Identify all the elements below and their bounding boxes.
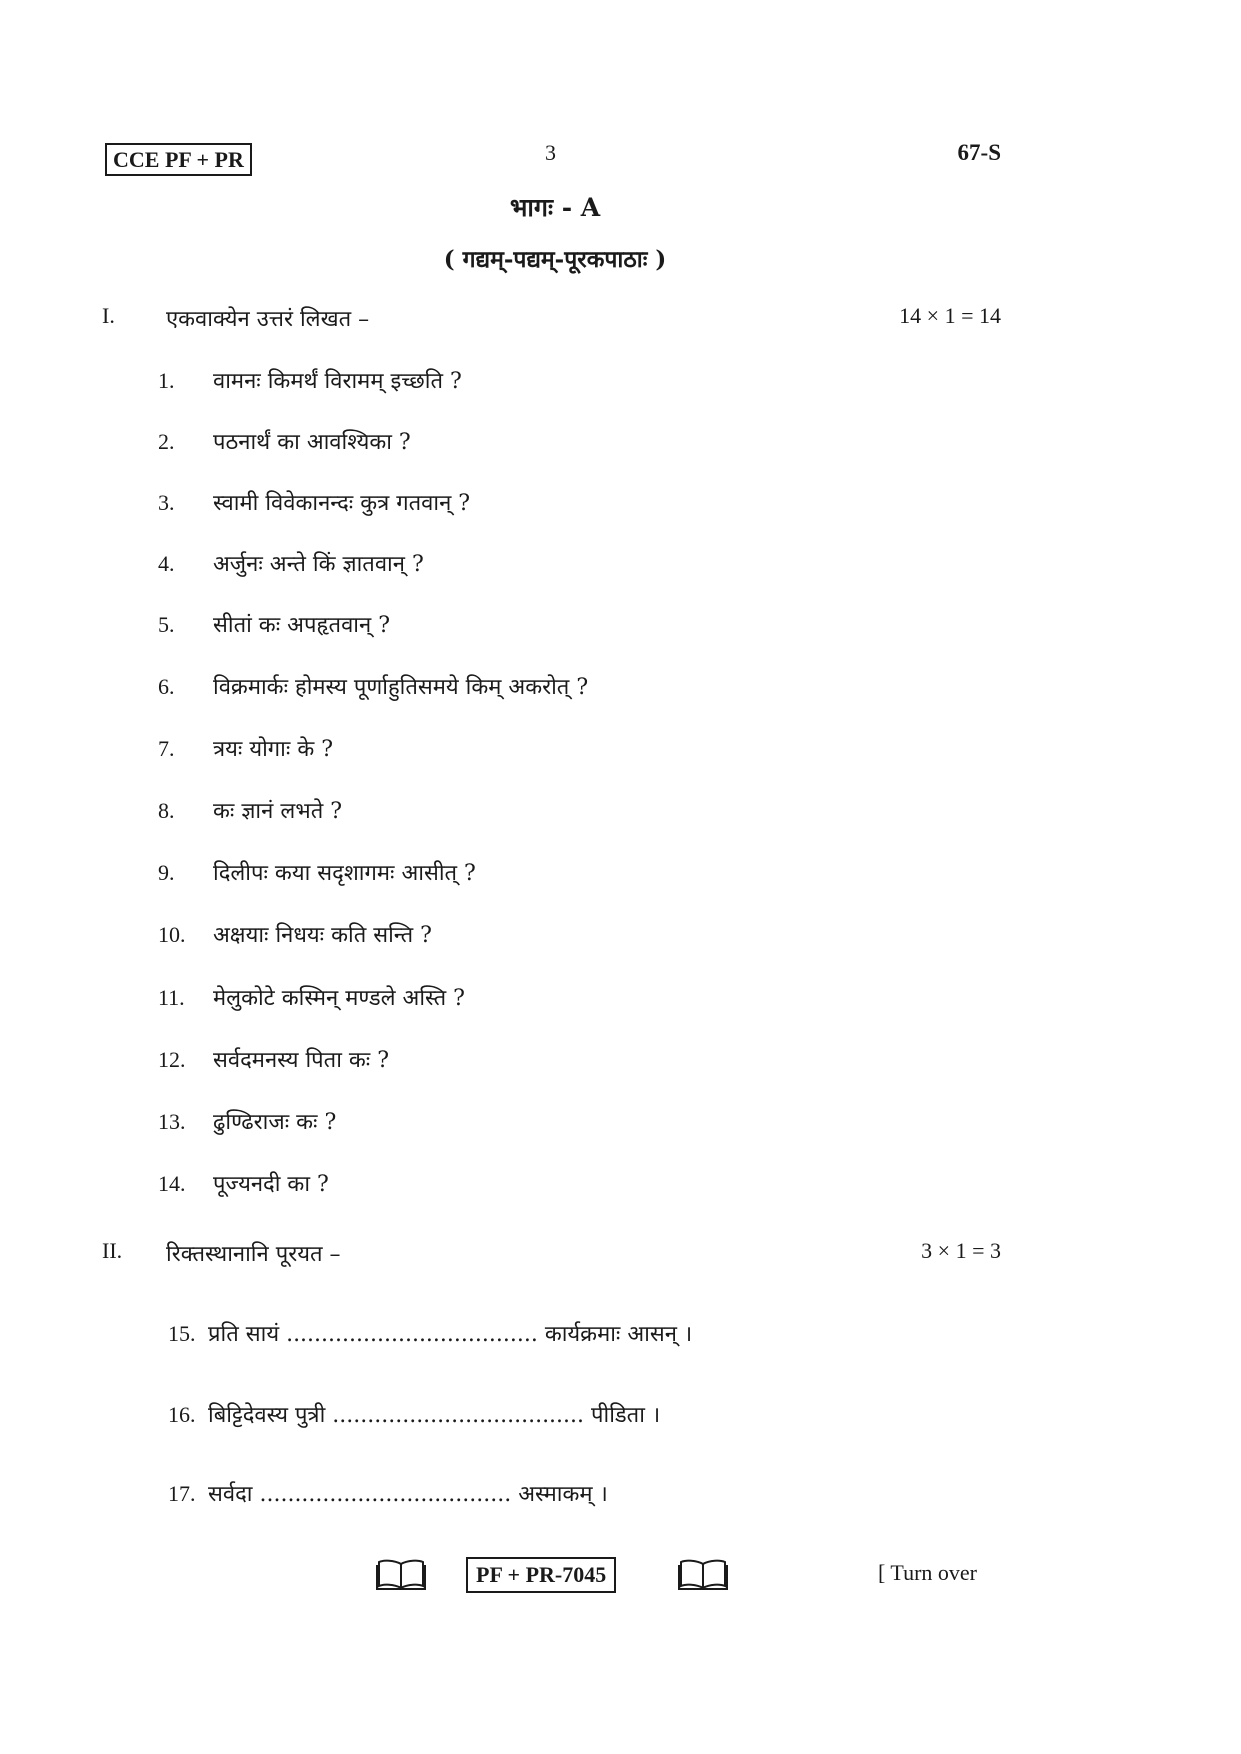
question-text: विक्रमार्कः होमस्य पूर्णाहुतिसमये किम् अकरोत् ?	[213, 675, 589, 700]
fill-blank-item	[168, 1399, 660, 1429]
open-book-icon	[376, 1558, 426, 1590]
question-text: स्वामी विवेकानन्दः कुत्र गतवान् ?	[213, 491, 471, 516]
turn-over-note: [ Turn over	[878, 1560, 978, 1585]
section-2-instruction: रिक्तस्थानानि पूरयत –	[166, 1242, 341, 1267]
question-text: त्रयः योगाः के ?	[213, 737, 334, 762]
question-number: 13.	[158, 1109, 186, 1134]
section-2-marks: 3 × 1 = 3	[921, 1238, 1001, 1263]
question-text: बिट्टिदेवस्य पुत्री .................................... पीडिता ।	[208, 1403, 661, 1428]
question-number: 15.	[168, 1321, 196, 1346]
question-number: 11.	[158, 985, 185, 1010]
question-number: 10.	[158, 922, 186, 947]
question-number: 9.	[158, 860, 175, 885]
question-number: 3.	[158, 490, 175, 515]
question-text: मेलुकोटे कस्मिन् मण्डले अस्ति ?	[213, 986, 465, 1011]
question-number: 17.	[168, 1481, 196, 1506]
section-1-instruction: एकवाक्येन उत्तरं लिखत –	[166, 307, 370, 332]
header-code-box: CCE PF + PR	[105, 143, 252, 176]
question-item	[158, 1168, 329, 1198]
question-number: 12.	[158, 1047, 186, 1072]
question-number: 4.	[158, 551, 175, 576]
section-1-number: I.	[102, 303, 115, 328]
question-item	[158, 548, 424, 578]
question-number: 2.	[158, 429, 175, 454]
question-text: पूज्यनदी का ?	[213, 1172, 329, 1197]
question-item	[158, 426, 411, 456]
section-1-marks: 14 × 1 = 14	[899, 303, 1001, 328]
question-item	[158, 982, 465, 1012]
question-text: पठनार्थं का आवश्यिका ?	[213, 430, 411, 455]
part-subtitle: ( गद्यम्-पद्यम्-पूरकपाठाः )	[443, 246, 667, 273]
question-text: वामनः किमर्थं विरामम् इच्छति ?	[213, 369, 462, 394]
fill-blank-item	[168, 1478, 608, 1508]
question-number: 8.	[158, 798, 175, 823]
question-item	[158, 1106, 336, 1136]
question-item	[158, 733, 333, 763]
question-item	[158, 365, 462, 395]
question-item	[158, 795, 342, 825]
open-book-icon	[678, 1558, 728, 1590]
question-item	[158, 1044, 389, 1074]
question-text: दिलीपः कया सदृशागमः आसीत् ?	[213, 861, 476, 886]
fill-blank-item	[168, 1318, 692, 1348]
question-item	[158, 671, 588, 701]
question-item	[158, 857, 476, 887]
question-text: कः ज्ञानं लभते ?	[213, 799, 343, 824]
question-text: सीतां कः अपहृतवान् ?	[213, 613, 391, 638]
question-item	[158, 919, 432, 949]
question-text: सर्वदा .................................... अस्माकम् ।	[208, 1482, 608, 1507]
paper-code: 67-S	[957, 140, 1001, 165]
question-text: अर्जुनः अन्ते किं ज्ञातवान् ?	[213, 552, 424, 577]
question-item	[158, 609, 390, 639]
question-number: 6.	[158, 674, 175, 699]
question-text: ढुण्ढिराजः कः ?	[213, 1110, 337, 1135]
part-title: भागः - A	[509, 193, 601, 222]
question-number: 14.	[158, 1171, 186, 1196]
section-2-number: II.	[102, 1238, 123, 1263]
question-number: 1.	[158, 368, 175, 393]
question-number: 5.	[158, 612, 175, 637]
question-text: सर्वदमनस्य पिता कः ?	[213, 1048, 390, 1073]
footer-code-box: PF + PR-7045	[466, 1557, 616, 1593]
question-text: प्रति सायं .................................... कार्यक्रमाः आसन् ।	[208, 1322, 693, 1347]
question-number: 7.	[158, 736, 175, 761]
question-item	[158, 487, 470, 517]
question-text: अक्षयाः निधयः कति सन्ति ?	[213, 923, 432, 948]
question-number: 16.	[168, 1402, 196, 1427]
page-number: 3	[545, 140, 556, 165]
